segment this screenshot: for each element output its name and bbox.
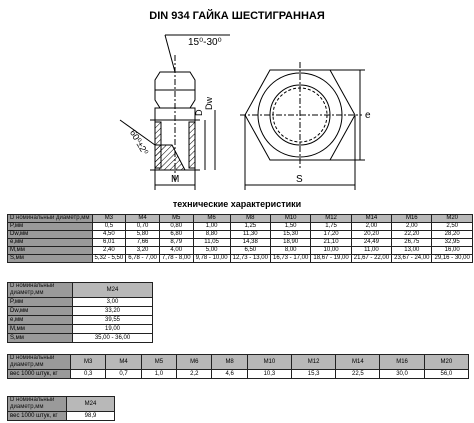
- table-row: [8, 334, 153, 343]
- table-cell: 19,00: [73, 325, 153, 334]
- column-header: M6: [193, 215, 230, 223]
- table-cell: 33,20: [73, 307, 153, 316]
- table-header-row: [8, 355, 469, 370]
- table-row: [8, 370, 469, 379]
- column-header: M3: [71, 355, 106, 370]
- column-header: M3: [92, 215, 126, 223]
- table-cell: 22,20: [392, 231, 432, 239]
- column-header: M16: [392, 215, 432, 223]
- table-cell: 20,20: [351, 231, 391, 239]
- table-cell: 11,30: [230, 231, 270, 239]
- table-cell: 11,05: [193, 239, 230, 247]
- table-cell: 39,55: [73, 316, 153, 325]
- table-cell: 6,80: [159, 231, 193, 239]
- dw-label: Dw: [204, 97, 214, 110]
- weight-table: [7, 354, 469, 379]
- table-cell: 5,80: [126, 231, 160, 239]
- table-cell: 15,30: [270, 231, 310, 239]
- table-cell: 7,66: [126, 239, 160, 247]
- table-cell: 29,16 - 30,00: [432, 255, 472, 263]
- table-cell: 4,6: [212, 370, 247, 379]
- table-cell: 1,50: [270, 223, 310, 231]
- table-cell: 98,9: [67, 412, 115, 421]
- table-cell: 17,20: [311, 231, 351, 239]
- table-cell: 32,95: [432, 239, 472, 247]
- table-row: [8, 316, 153, 325]
- column-header: M24: [67, 397, 115, 412]
- table-cell: 1,00: [193, 223, 230, 231]
- table-cell: 5,32 - 5,50: [92, 255, 126, 263]
- table-cell: 11,00: [351, 247, 391, 255]
- row-label: M,мм: [8, 325, 73, 334]
- table-cell: 26,75: [392, 239, 432, 247]
- specs-table-m24: [7, 282, 153, 343]
- row-label: P,мм: [8, 223, 93, 231]
- table-cell: 13,00: [392, 247, 432, 255]
- table-cell: 1,75: [311, 223, 351, 231]
- table-row: [8, 239, 473, 247]
- table-cell: 4,50: [92, 231, 126, 239]
- row-label: M,мм: [8, 247, 93, 255]
- table-cell: 6,50: [230, 247, 270, 255]
- table-cell: 0,3: [71, 370, 106, 379]
- table-header-row: [8, 283, 153, 298]
- row-label: Dw,мм: [8, 307, 73, 316]
- table-cell: 6,01: [92, 239, 126, 247]
- table-cell: 2,00: [392, 223, 432, 231]
- table-row: [8, 223, 473, 231]
- table-header-cell: D номинальный диаметр,мм: [8, 397, 67, 412]
- table-row: [8, 255, 473, 263]
- table-cell: 2,2: [177, 370, 212, 379]
- table-cell: 21,10: [311, 239, 351, 247]
- section-subtitle: технические характеристики: [172, 199, 302, 209]
- table-cell: 0,80: [159, 223, 193, 231]
- s-label: S: [296, 174, 303, 185]
- table-cell: 9,78 - 10,00: [193, 255, 230, 263]
- table-cell: 22,5: [336, 370, 380, 379]
- table-cell: 18,67 - 19,00: [311, 255, 351, 263]
- angle-chamfer-label: 60⁰±2⁰: [127, 128, 151, 157]
- column-header: M5: [159, 215, 193, 223]
- column-header: M12: [311, 215, 351, 223]
- table-cell: 2,40: [92, 247, 126, 255]
- table-cell: 10,00: [311, 247, 351, 255]
- table-cell: 18,90: [270, 239, 310, 247]
- table-header-row: [8, 215, 473, 223]
- row-label: e,мм: [8, 316, 73, 325]
- table-cell: 35,00 - 36,00: [73, 334, 153, 343]
- table-cell: 3,20: [126, 247, 160, 255]
- table-cell: 16,00: [432, 247, 472, 255]
- table-row: [8, 325, 153, 334]
- table-header-row: [8, 397, 115, 412]
- table-cell: 16,73 - 17,00: [270, 255, 310, 263]
- table-header-cell: D номинальный диаметр,мм: [8, 283, 73, 298]
- column-header: M10: [270, 215, 310, 223]
- m-label: M: [171, 174, 180, 185]
- table-cell: 8,79: [159, 239, 193, 247]
- table-row: [8, 307, 153, 316]
- table-cell: 2,50: [432, 223, 472, 231]
- column-header: M12: [292, 355, 336, 370]
- column-header: M10: [247, 355, 291, 370]
- column-header: M6: [177, 355, 212, 370]
- table-cell: 1,0: [141, 370, 176, 379]
- table-cell: 7,78 - 8,00: [159, 255, 193, 263]
- table-row: [8, 247, 473, 255]
- table-cell: 1,25: [230, 223, 270, 231]
- table-cell: 30,0: [380, 370, 424, 379]
- row-label: вес 1000 штук, кг: [8, 370, 71, 379]
- row-label: Dw,мм: [8, 231, 93, 239]
- table-cell: 0,5: [92, 223, 126, 231]
- column-header: M20: [432, 215, 472, 223]
- table-cell: 23,67 - 24,00: [392, 255, 432, 263]
- table-cell: 4,00: [159, 247, 193, 255]
- table-header-cell: D номинальный диаметр,мм: [8, 215, 93, 223]
- column-header: M8: [230, 215, 270, 223]
- column-header: M24: [73, 283, 153, 298]
- table-cell: 21,67 - 22,00: [351, 255, 391, 263]
- row-label: P,мм: [8, 298, 73, 307]
- table-row: [8, 231, 473, 239]
- page-title: DIN 934 ГАЙКА ШЕСТИГРАННАЯ: [149, 10, 325, 22]
- table-cell: 14,38: [230, 239, 270, 247]
- table-cell: 56,0: [424, 370, 468, 379]
- table-row: [8, 298, 153, 307]
- table-cell: 0,7: [106, 370, 141, 379]
- table-cell: 28,20: [432, 231, 472, 239]
- nut-drawing: [0, 22, 474, 200]
- e-label: e: [365, 110, 371, 121]
- table-header-cell: D номинальный диаметр,мм: [8, 355, 71, 370]
- column-header: M8: [212, 355, 247, 370]
- table-cell: 2,00: [351, 223, 391, 231]
- table-cell: 24,49: [351, 239, 391, 247]
- d-label: D: [194, 109, 204, 116]
- specs-table: [7, 214, 473, 263]
- nut-side-view: [120, 35, 230, 190]
- angle-top-label: 15⁰-30⁰: [188, 37, 222, 48]
- column-header: M4: [106, 355, 141, 370]
- column-header: M16: [380, 355, 424, 370]
- table-cell: 12,73 - 13,00: [230, 255, 270, 263]
- column-header: M14: [336, 355, 380, 370]
- table-cell: 8,80: [193, 231, 230, 239]
- row-label: e,мм: [8, 239, 93, 247]
- column-header: M14: [351, 215, 391, 223]
- table-row: [8, 412, 115, 421]
- table-cell: 6,78 - 7,00: [126, 255, 160, 263]
- row-label: вес 1000 штук, кг: [8, 412, 67, 421]
- weight-table-m24: [7, 396, 115, 421]
- table-cell: 5,00: [193, 247, 230, 255]
- row-label: S,мм: [8, 255, 93, 263]
- nut-front-view: [240, 62, 365, 190]
- row-label: S,мм: [8, 334, 73, 343]
- table-cell: 3,00: [73, 298, 153, 307]
- column-header: M20: [424, 355, 468, 370]
- table-cell: 0,70: [126, 223, 160, 231]
- table-cell: 15,3: [292, 370, 336, 379]
- column-header: M5: [141, 355, 176, 370]
- table-cell: 10,3: [247, 370, 291, 379]
- column-header: M4: [126, 215, 160, 223]
- table-cell: 8,00: [270, 247, 310, 255]
